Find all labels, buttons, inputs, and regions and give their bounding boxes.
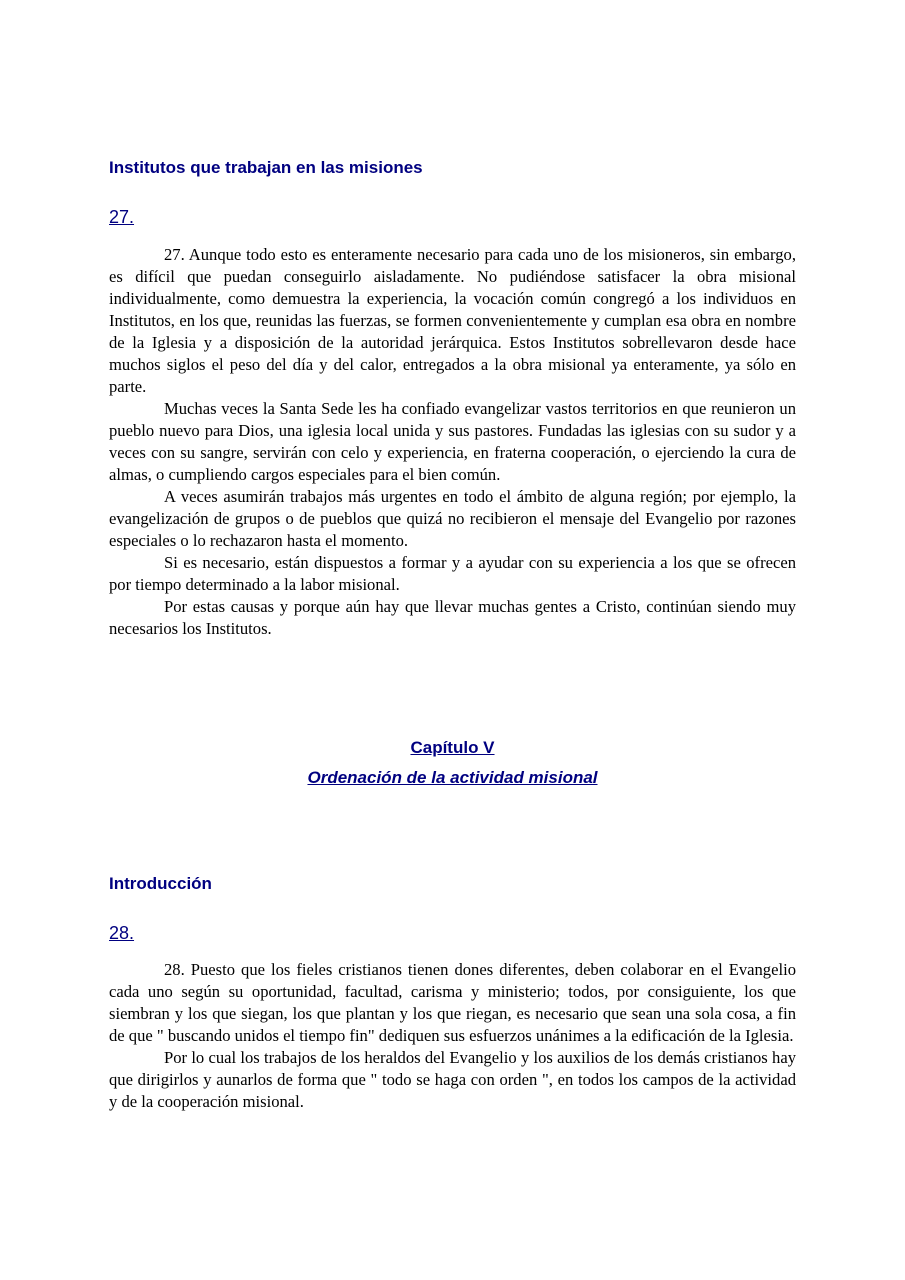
chapter-subtitle-link[interactable]: Ordenación de la actividad misional <box>307 768 598 787</box>
section-heading-institutos: Institutos que trabajan en las misiones <box>109 158 423 177</box>
chapter-subtitle <box>109 768 796 788</box>
paragraph-number-link-27[interactable]: 27. <box>109 207 135 227</box>
paragraph: Muchas veces la Santa Sede les ha confiado evangelizar vastos territorios en que reunieron un pueblo nuevo para Dios, una iglesia local unida y sus pastores. Fundadas las iglesias con su sudor y a veces con su sangre, servirán con celo y experiencia, en fraterna cooperación, o ejerciendo la cura de almas, o cumpliendo cargos especiales para el bien común. <box>109 399 796 484</box>
paragraph: Por estas causas y porque aún hay que llevar muchas gentes a Cristo, continúan siendo muy necesarios los Institutos. <box>109 597 796 638</box>
section-heading-introduccion: Introducción <box>109 874 212 893</box>
paragraph-number-link-28[interactable]: 28. <box>109 923 135 943</box>
chapter-title-link[interactable]: Capítulo V <box>410 738 495 757</box>
section-27-body <box>109 244 796 640</box>
paragraph: A veces asumirán trabajos más urgentes en todo el ámbito de alguna región; por ejemplo, la evangelización de grupos o de pueblos que quizá no recibieron el mensaje del Evangelio por razones especiales o lo rechazaron hasta el momento. <box>109 487 796 550</box>
paragraph: Por lo cual los trabajos de los heraldos del Evangelio y los auxilios de los demás cristianos hay que dirigirlos y aunarlos de forma que " todo se haga con orden ", en todos los campos de la actividad y de la cooperación misional. <box>109 1048 796 1111</box>
section-28-body <box>109 959 796 1113</box>
paragraph: 28. Puesto que los fieles cristianos tienen dones diferentes, deben colaborar en el Evangelio cada uno según su oportunidad, facultad, carisma y ministerio; todos, por consiguiente, los que siembran y los que siegan, los que plantan y los que riegan, es necesario que sean una sola cosa, a fin de que " buscando unidos el tiempo fin" dediquen sus esfuerzos unánimes a la edificación de la Iglesia. <box>109 960 796 1045</box>
paragraph: 27. Aunque todo esto es enteramente necesario para cada uno de los misioneros, sin embargo, es difícil que puedan conseguirlo aisladamente. No pudiéndose satisfacer la obra misional individualmente, como demuestra la experiencia, la vocación común congregó a los individuos en Institutos, en los que, reunidas las fuerzas, se formen convenientemente y cumplan esa obra en nombre de la Iglesia y a disposición de la autoridad jerárquica. Estos Institutos sobrellevaron desde hace muchos siglos el peso del día y del calor, entregados a la obra misional ya enteramente, ya sólo en parte. <box>109 245 796 396</box>
chapter-title <box>109 738 796 758</box>
paragraph: Si es necesario, están dispuestos a formar y a ayudar con su experiencia a los que se ofrecen por tiempo determinado a la labor misional. <box>109 553 796 594</box>
